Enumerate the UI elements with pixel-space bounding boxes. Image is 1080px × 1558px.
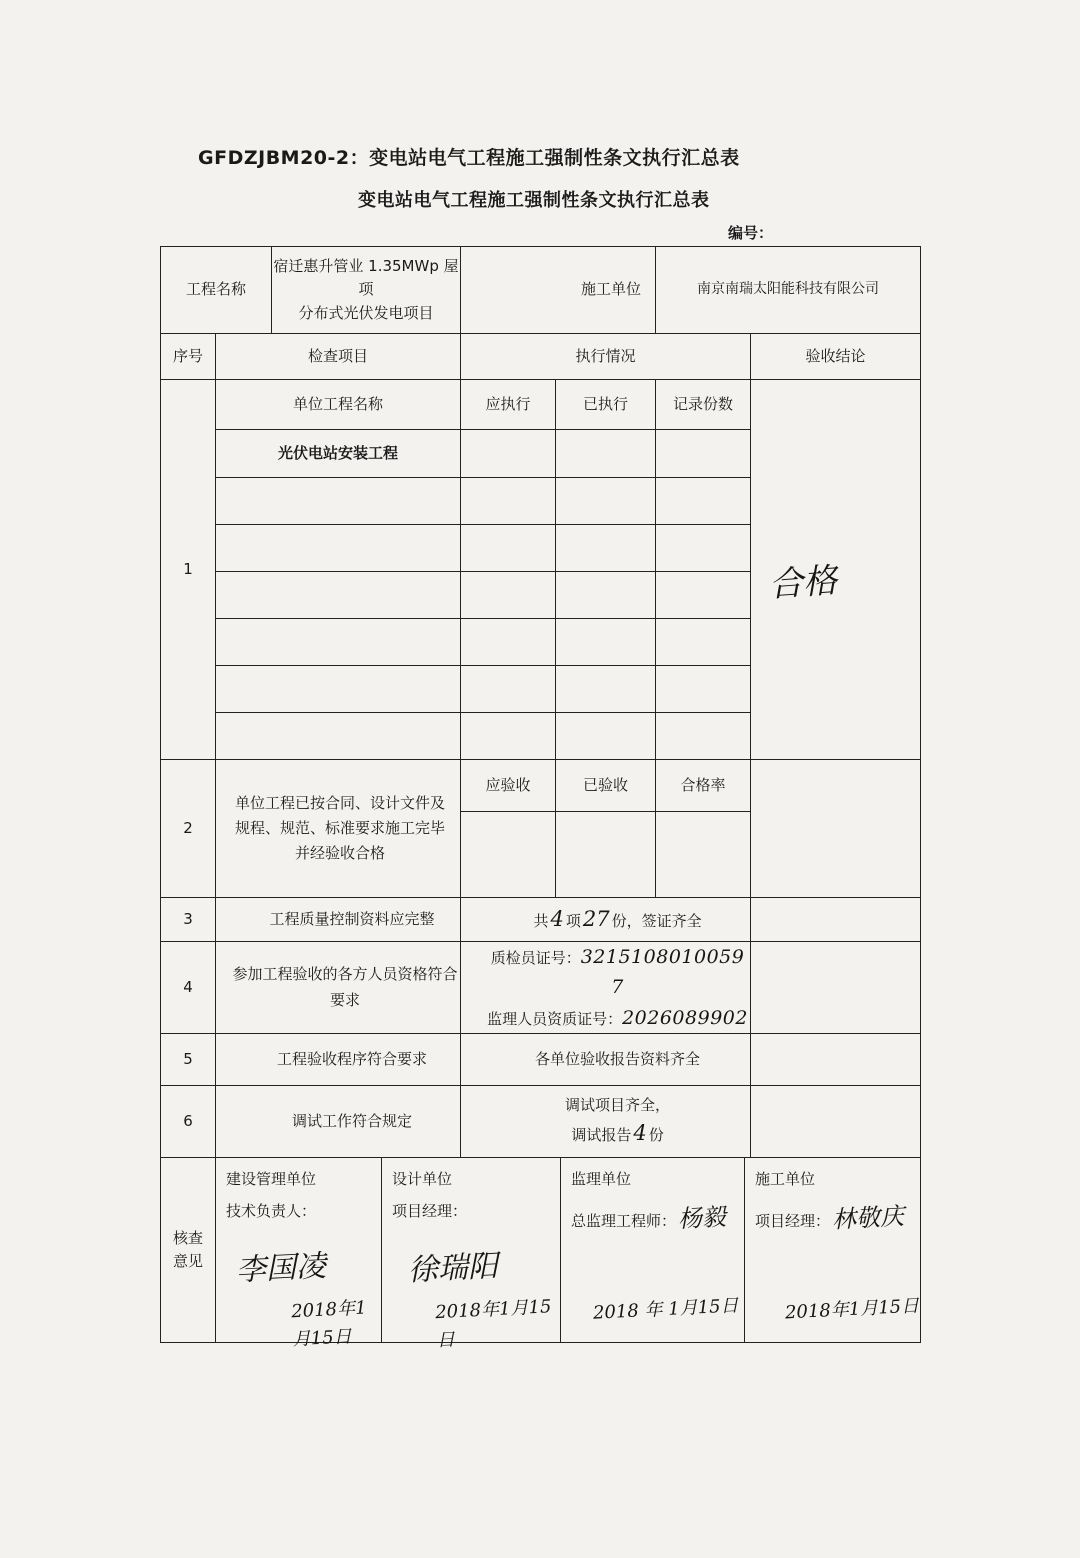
signature-name-handwritten: 李国凌	[235, 1248, 327, 1289]
empty-cell	[461, 478, 556, 525]
section3-suffix: 份，签证齐全	[611, 912, 702, 931]
signature-role-row	[755, 1200, 904, 1237]
empty-cell	[556, 478, 656, 525]
section6-reports-handwritten: 4	[633, 1120, 647, 1145]
section2-header-row	[161, 760, 921, 812]
empty-cell	[556, 812, 656, 898]
unit-name-header: 单位工程名称	[216, 380, 461, 430]
empty-cell	[216, 666, 461, 713]
signature-role: 项目经理：	[755, 1212, 831, 1231]
section6-seq: 6	[161, 1086, 216, 1158]
empty-cell	[656, 666, 751, 713]
empty-cell	[656, 525, 751, 572]
section3-prefix: 共	[533, 912, 549, 931]
column-header-row	[161, 334, 921, 380]
signature-date-handwritten: 2018年1月15日	[434, 1296, 552, 1352]
project-name-line2: 分布式光伏发电项目	[298, 303, 434, 322]
summary-table	[160, 246, 921, 1352]
review-label-line2: 意见	[172, 1252, 203, 1271]
col-check-item-header: 检查项目	[216, 334, 461, 380]
form-title: 变电站电气工程施工强制性条文执行汇总表	[358, 190, 710, 211]
signature-name-handwritten: 杨毅	[677, 1202, 727, 1234]
pass-rate-header: 合格率	[656, 760, 751, 812]
empty-cell	[656, 812, 751, 898]
signature-unit: 监理单位	[571, 1170, 632, 1189]
signature-unit: 设计单位	[392, 1170, 453, 1189]
signature-role: 项目经理：	[392, 1202, 468, 1221]
signature-role: 技术负责人：	[226, 1202, 317, 1221]
empty-cell	[556, 430, 656, 478]
signature-role-row	[571, 1200, 726, 1237]
signature-date-handwritten: 2018 年 1月15日	[592, 1295, 740, 1324]
accepted-header: 已验收	[556, 760, 656, 812]
empty-cell	[656, 572, 751, 619]
col-execution-header: 执行情况	[461, 334, 751, 380]
empty-cell	[461, 666, 556, 713]
empty-cell	[556, 572, 656, 619]
document-code-title: GFDZJBM20-2：变电站电气工程施工强制性条文执行汇总表	[198, 147, 740, 169]
should-accept-header: 应验收	[461, 760, 556, 812]
section6-line2-prefix: 调试报告	[571, 1125, 632, 1144]
qc-cert-handwritten: 3215108010059​7	[580, 946, 745, 999]
empty-cell	[751, 898, 921, 942]
empty-cell	[556, 525, 656, 572]
empty-cell	[461, 572, 556, 619]
empty-cell	[751, 1086, 921, 1158]
empty-cell	[216, 572, 461, 619]
section4-execution	[461, 942, 751, 1034]
section3-check-text: 工程质量控制资料应完整	[216, 898, 461, 942]
signature-unit: 建设管理单位	[226, 1170, 317, 1189]
signature-block-contractor	[745, 1158, 920, 1342]
executed-header: 已执行	[556, 380, 656, 430]
section5-execution: 各单位验收报告资料齐全	[461, 1034, 751, 1086]
review-label	[161, 1158, 216, 1343]
empty-cell	[656, 619, 751, 666]
empty-cell	[461, 619, 556, 666]
section6-execution	[461, 1086, 751, 1158]
section6-line2-suffix: 份	[648, 1125, 664, 1144]
signature-block-design	[382, 1158, 561, 1352]
signature-unit: 施工单位	[755, 1170, 816, 1189]
section3-execution	[461, 898, 751, 942]
section4-seq: 4	[161, 942, 216, 1034]
signature-name-handwritten: 徐瑞阳	[407, 1248, 499, 1289]
empty-cell	[556, 713, 656, 760]
section6-check-text: 调试工作符合规定	[216, 1086, 461, 1158]
empty-cell	[656, 430, 751, 478]
empty-cell	[656, 478, 751, 525]
empty-cell	[216, 619, 461, 666]
supervisor-cert-label: 监理人员资质证号：	[487, 1009, 623, 1028]
col-conclusion-header: 验收结论	[751, 334, 921, 380]
section4-row	[161, 942, 921, 1034]
section1-seq: 1	[161, 380, 216, 760]
signature-name-handwritten: 林敬庆	[831, 1202, 905, 1235]
review-label-line1: 核查	[172, 1228, 203, 1247]
empty-cell	[461, 713, 556, 760]
section2-check-text: 单位工程已按合同、设计文件及规程、规范、标准要求施工完毕并经验收合格	[216, 760, 461, 898]
empty-cell	[461, 525, 556, 572]
unit-name-cell: 光伏电站安装工程	[216, 430, 461, 478]
section3-items-handwritten: 4	[550, 907, 564, 932]
section6-row	[161, 1086, 921, 1158]
section3-row	[161, 898, 921, 942]
supervisor-cert-handwritten: 2026089902	[622, 1006, 748, 1029]
empty-cell	[656, 713, 751, 760]
empty-cell	[216, 713, 461, 760]
signature-date-handwritten: 2018年1月15日	[290, 1297, 368, 1351]
section3-copies-handwritten: 27	[582, 907, 610, 932]
signature-date-handwritten: 2018年1月15日	[784, 1295, 920, 1324]
empty-cell	[461, 812, 556, 898]
empty-cell	[751, 942, 921, 1034]
section1-header-row	[161, 380, 921, 430]
section1-conclusion	[751, 380, 921, 760]
contractor-value: 南京南瑞太阳能科技有限公司	[656, 247, 921, 334]
empty-cell	[216, 525, 461, 572]
project-header-row	[161, 247, 921, 334]
empty-cell	[216, 478, 461, 525]
contractor-label: 施工单位	[581, 280, 642, 299]
section5-row	[161, 1034, 921, 1086]
review-row	[161, 1158, 921, 1343]
section6-line1: 调试项目齐全，	[565, 1095, 671, 1114]
project-name-value	[272, 247, 460, 333]
section4-check-text: 参加工程验收的各方人员资格符合要求	[216, 942, 461, 1034]
empty-cell	[556, 619, 656, 666]
empty-cell	[751, 760, 921, 898]
section2-seq: 2	[161, 760, 216, 898]
conclusion-handwritten-pass: 合格	[767, 560, 839, 606]
empty-cell	[556, 666, 656, 713]
serial-number-label: 编号：	[728, 224, 774, 242]
section5-seq: 5	[161, 1034, 216, 1086]
qc-cert-label: 质检员证号：	[490, 949, 581, 967]
should-execute-header: 应执行	[461, 380, 556, 430]
signature-block-owner	[216, 1158, 382, 1351]
section3-seq: 3	[161, 898, 216, 942]
signature-block-supervisor	[561, 1158, 745, 1342]
section5-check-text: 工程验收程序符合要求	[216, 1034, 461, 1086]
project-name-label: 工程名称	[161, 247, 272, 333]
signature-role: 总监理工程师：	[571, 1212, 677, 1231]
col-seq-header: 序号	[161, 334, 216, 380]
empty-cell	[461, 430, 556, 478]
section3-mid: 项	[565, 912, 581, 931]
empty-cell	[751, 1034, 921, 1086]
record-count-header: 记录份数	[656, 380, 751, 430]
project-name-line1: 宿迁惠升管业 1.35MWp 屋项	[273, 257, 459, 299]
